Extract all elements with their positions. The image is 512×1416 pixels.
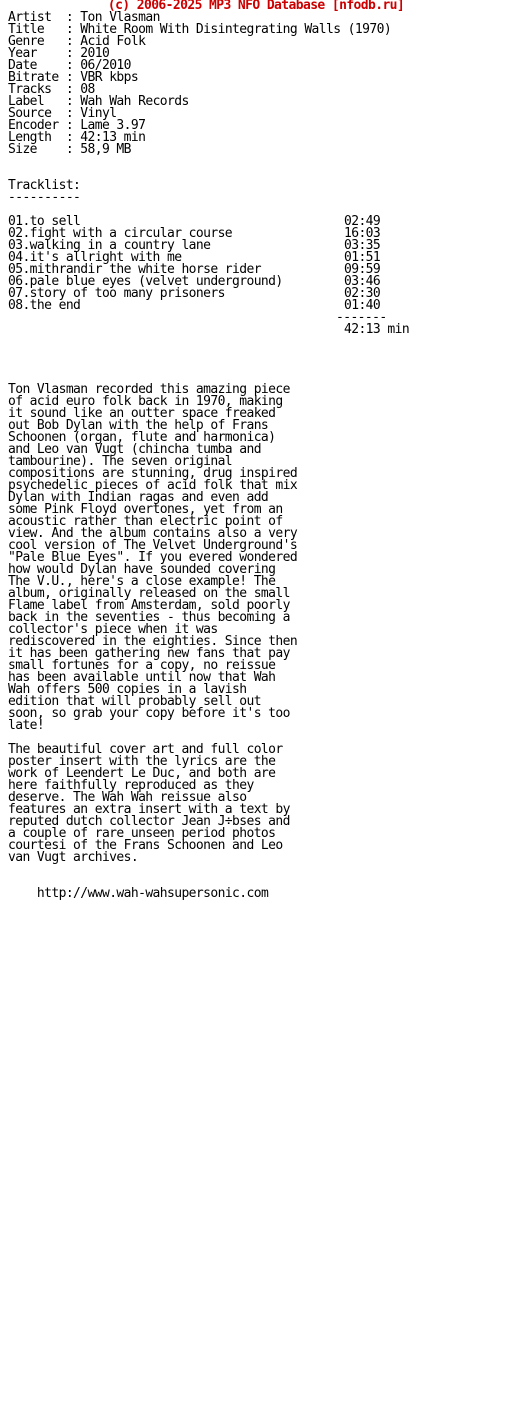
- description-line: compositions are stunning, drug inspired: [8, 466, 298, 481]
- description-line: Ton Vlasman recorded this amazing piece: [8, 382, 290, 397]
- nfodb-header: (c) 2006-2025 MP3 NFO Database [nfodb.ru]: [107, 0, 405, 13]
- info-label: Encoder: [8, 118, 66, 133]
- description-line: has been available until now that Wah: [8, 670, 276, 685]
- description-line: features an extra insert with a text by: [8, 802, 290, 817]
- description-line: cool version of The Velvet Underground's: [8, 538, 298, 553]
- info-value: White Room With Disintegrating Walls (1970): [80, 22, 392, 37]
- info-separator: :: [65, 58, 81, 73]
- track-title: 04.it's allright with me: [8, 250, 182, 265]
- track-title: 05.mithrandir the white horse rider: [8, 262, 261, 277]
- description-line: a couple of rare unseen period photos: [8, 826, 276, 841]
- info-label: Artist: [8, 10, 66, 25]
- track-duration: 02:30: [344, 286, 381, 301]
- track-duration: 16:03: [344, 226, 381, 241]
- description-line: psychedelic pieces of acid folk that mix: [8, 478, 298, 493]
- description-line: rediscovered in the eighties. Since then: [8, 634, 298, 649]
- info-separator: :: [65, 106, 81, 121]
- description-line: and Leo van Vugt (chincha tumba and: [8, 442, 261, 457]
- info-label: Genre: [8, 34, 66, 49]
- info-separator: :: [65, 22, 81, 37]
- info-separator: :: [65, 46, 81, 61]
- website-line: [8, 876, 508, 901]
- description-line: Wah offers 500 copies in a lavish: [8, 682, 247, 697]
- info-label: Tracks: [8, 82, 66, 97]
- description-line: tambourine). The seven original: [8, 454, 233, 469]
- description-line: it sound like an outter space freaked: [8, 406, 276, 421]
- track-duration: 01:51: [344, 250, 381, 265]
- info-label: Length: [8, 130, 66, 145]
- description-line: acoustic rather than electric point of: [8, 514, 283, 529]
- info-separator: :: [65, 118, 81, 133]
- description-line: deserve. The Wah Wah reissue also: [8, 790, 247, 805]
- info-value: 42:13 min: [80, 130, 146, 145]
- description-line: soon, so grab your copy before it's too: [8, 706, 290, 721]
- track-duration: 03:46: [344, 274, 381, 289]
- description-line: work of Leendert Le Duc, and both are: [8, 766, 276, 781]
- info-label: Source: [8, 106, 66, 121]
- info-value: 06/2010: [80, 58, 131, 73]
- track-title: 06.pale blue eyes (velvet underground): [8, 274, 283, 289]
- description-line: Dylan with Indian ragas and even add: [8, 490, 269, 505]
- description-line: Flame label from Amsterdam, sold poorly: [8, 598, 290, 613]
- info-value: 58,9 MB: [80, 142, 131, 157]
- description-line: of acid euro folk back in 1970, making: [8, 394, 283, 409]
- track-title: 07.story of too many prisoners: [8, 286, 225, 301]
- track-title: 03.walking in a country lane: [8, 238, 211, 253]
- total-rule: -------: [336, 310, 387, 325]
- info-label: Label: [8, 94, 66, 109]
- description-line: poster insert with the lyrics are the: [8, 754, 276, 769]
- release-info: [8, 12, 508, 156]
- info-value: Acid Folk: [80, 34, 146, 49]
- info-value: 08: [80, 82, 95, 97]
- description-line: back in the seventies - thus becoming a: [8, 610, 290, 625]
- info-separator: :: [65, 142, 81, 157]
- description-line: reputed dutch collector Jean J÷bses and: [8, 814, 290, 829]
- description-line: The V.U., here's a close example! The: [8, 574, 276, 589]
- info-separator: :: [65, 94, 81, 109]
- description-line: it has been gathering new fans that pay: [8, 646, 290, 661]
- description-line: late!: [8, 718, 45, 733]
- info-separator: :: [65, 82, 81, 97]
- description-line: here faithfully reproduced as they: [8, 778, 254, 793]
- info-label: Title: [8, 22, 66, 37]
- website-link[interactable]: http://www.wah-wahsupersonic.com: [36, 886, 269, 901]
- track-duration: 03:35: [344, 238, 381, 253]
- total-length: 42:13 min: [344, 322, 410, 337]
- description-line: van Vugt archives.: [8, 850, 139, 865]
- description-line: edition that will probably sell out: [8, 694, 261, 709]
- description: [8, 384, 508, 864]
- track-duration: 09:59: [344, 262, 381, 277]
- info-separator: :: [65, 70, 81, 85]
- info-separator: :: [65, 10, 81, 25]
- info-value: Vinyl: [80, 106, 117, 121]
- description-line: how would Dylan have sounded covering: [8, 562, 276, 577]
- info-value: Ton Vlasman: [80, 10, 160, 25]
- info-label: Size: [8, 142, 66, 157]
- track-duration: 01:40: [344, 298, 381, 313]
- track-title: 01.to sell: [8, 214, 81, 229]
- info-value: Lame 3.97: [80, 118, 146, 133]
- description-line: collector's piece when it was: [8, 622, 218, 637]
- total-rule-row: [8, 312, 508, 324]
- tracklist-underline: ----------: [8, 190, 81, 205]
- info-separator: :: [65, 34, 81, 49]
- track-title: 02.fight with a circular course: [8, 226, 233, 241]
- info-label: Date: [8, 58, 66, 73]
- description-line: The beautiful cover art and full color: [8, 742, 283, 757]
- description-line: out Bob Dylan with the help of Frans: [8, 418, 269, 433]
- track-title: 08.the end: [8, 298, 81, 313]
- track-duration: 02:49: [344, 214, 381, 229]
- total-row: [8, 324, 508, 336]
- info-separator: :: [65, 130, 81, 145]
- description-line: view. And the album contains also a very: [8, 526, 298, 541]
- tracklist-heading: Tracklist:: [8, 178, 81, 193]
- info-value: Wah Wah Records: [80, 94, 189, 109]
- info-value: VBR kbps: [80, 70, 139, 85]
- description-line: album, originally released on the small: [8, 586, 290, 601]
- info-label: Bitrate: [8, 70, 66, 85]
- description-line: Schoonen (organ, flute and harmonica): [8, 430, 276, 445]
- description-line: courtesi of the Frans Schoonen and Leo: [8, 838, 283, 853]
- description-line: "Pale Blue Eyes". If you evered wondered: [8, 550, 298, 565]
- tracklist: [8, 216, 508, 312]
- info-value: 2010: [80, 46, 110, 61]
- track-row: [8, 288, 508, 300]
- description-line: small fortunes for a copy, no reissue: [8, 658, 276, 673]
- description-line: some Pink Floyd overtones, yet from an: [8, 502, 283, 517]
- nfo-document: [8, 0, 508, 901]
- info-label: Year: [8, 46, 66, 61]
- track-row: [8, 300, 508, 312]
- info-row: [8, 144, 508, 156]
